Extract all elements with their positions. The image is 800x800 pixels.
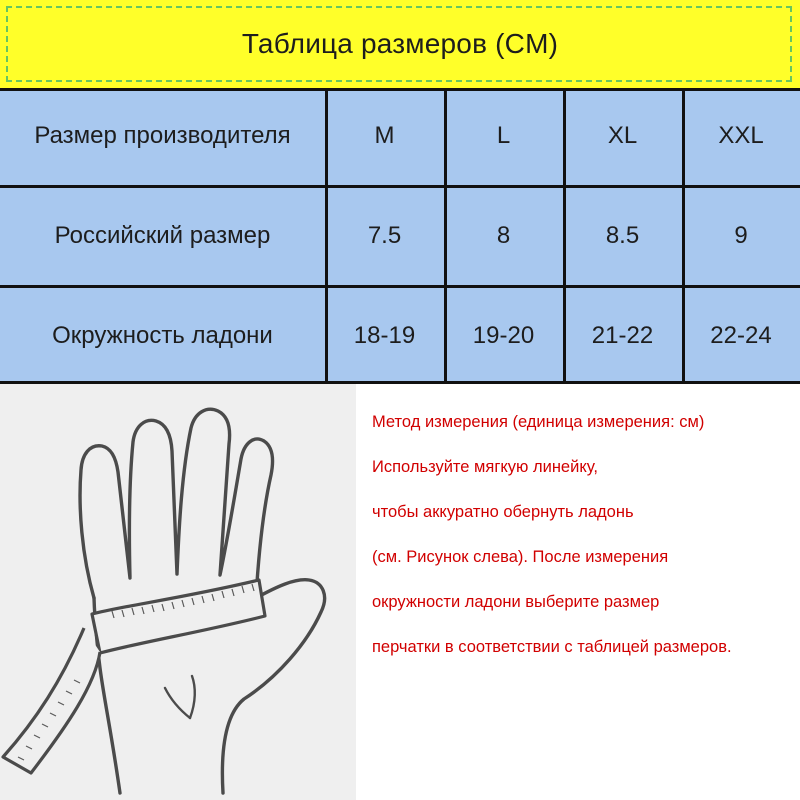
table-grid-line-top xyxy=(0,88,800,91)
table-grid-vline-2 xyxy=(444,88,447,384)
row-label-russian-size: Российский размер xyxy=(54,222,271,249)
instruction-line-1: Метод измерения (единица измерения: см) xyxy=(372,413,705,431)
table-grid-line-1 xyxy=(0,185,800,188)
table-cell-manufacturer-size-l: L xyxy=(496,122,511,149)
instruction-line-6: перчатки в соответствии с таблицей размеров. xyxy=(372,638,732,656)
table-cell-manufacturer-size-xl: XL xyxy=(607,122,638,149)
table-grid-vline-4 xyxy=(682,88,685,384)
instruction-line-5: окружности ладони выберите размер xyxy=(372,593,660,611)
table-cell-russian-size-l: 8 xyxy=(496,222,511,249)
hand-measuring-tape-icon xyxy=(0,384,356,800)
size-table xyxy=(0,88,800,384)
table-grid-vline-3 xyxy=(563,88,566,384)
row-label-manufacturer-size: Размер производителя xyxy=(34,122,291,149)
instruction-line-3: чтобы аккуратно обернуть ладонь xyxy=(372,503,634,521)
instruction-line-4: (см. Рисунок слева). После измерения xyxy=(372,548,669,566)
table-cell-russian-size-xxl: 9 xyxy=(734,222,748,249)
table-grid-vline-1 xyxy=(325,88,328,384)
table-row-palm-circumference xyxy=(0,288,800,384)
size-chart-title: Таблица размеров (CM) xyxy=(241,28,559,59)
hand-illustration-panel xyxy=(0,384,356,800)
row-label-palm-circumference: Окружность ладони xyxy=(52,322,273,349)
instruction-line-2: Используйте мягкую линейку, xyxy=(372,458,598,476)
measurement-section xyxy=(0,384,800,800)
table-cell-palm-circumference-m: 18-19 xyxy=(353,322,416,349)
table-cell-palm-circumference-xl: 21-22 xyxy=(591,322,654,349)
table-cell-russian-size-m: 7.5 xyxy=(367,222,402,249)
table-cell-palm-circumference-l: 19-20 xyxy=(472,322,535,349)
table-cell-manufacturer-size-m: M xyxy=(374,122,395,149)
table-row-manufacturer-size xyxy=(0,88,800,184)
table-cell-russian-size-xl: 8.5 xyxy=(605,222,640,249)
measurement-instructions xyxy=(372,400,792,670)
table-grid-line-2 xyxy=(0,285,800,288)
size-chart-header xyxy=(0,0,800,88)
table-cell-palm-circumference-xxl: 22-24 xyxy=(710,322,772,349)
table-row-russian-size xyxy=(0,188,800,284)
table-cell-manufacturer-size-xxl: XXL xyxy=(718,122,764,149)
